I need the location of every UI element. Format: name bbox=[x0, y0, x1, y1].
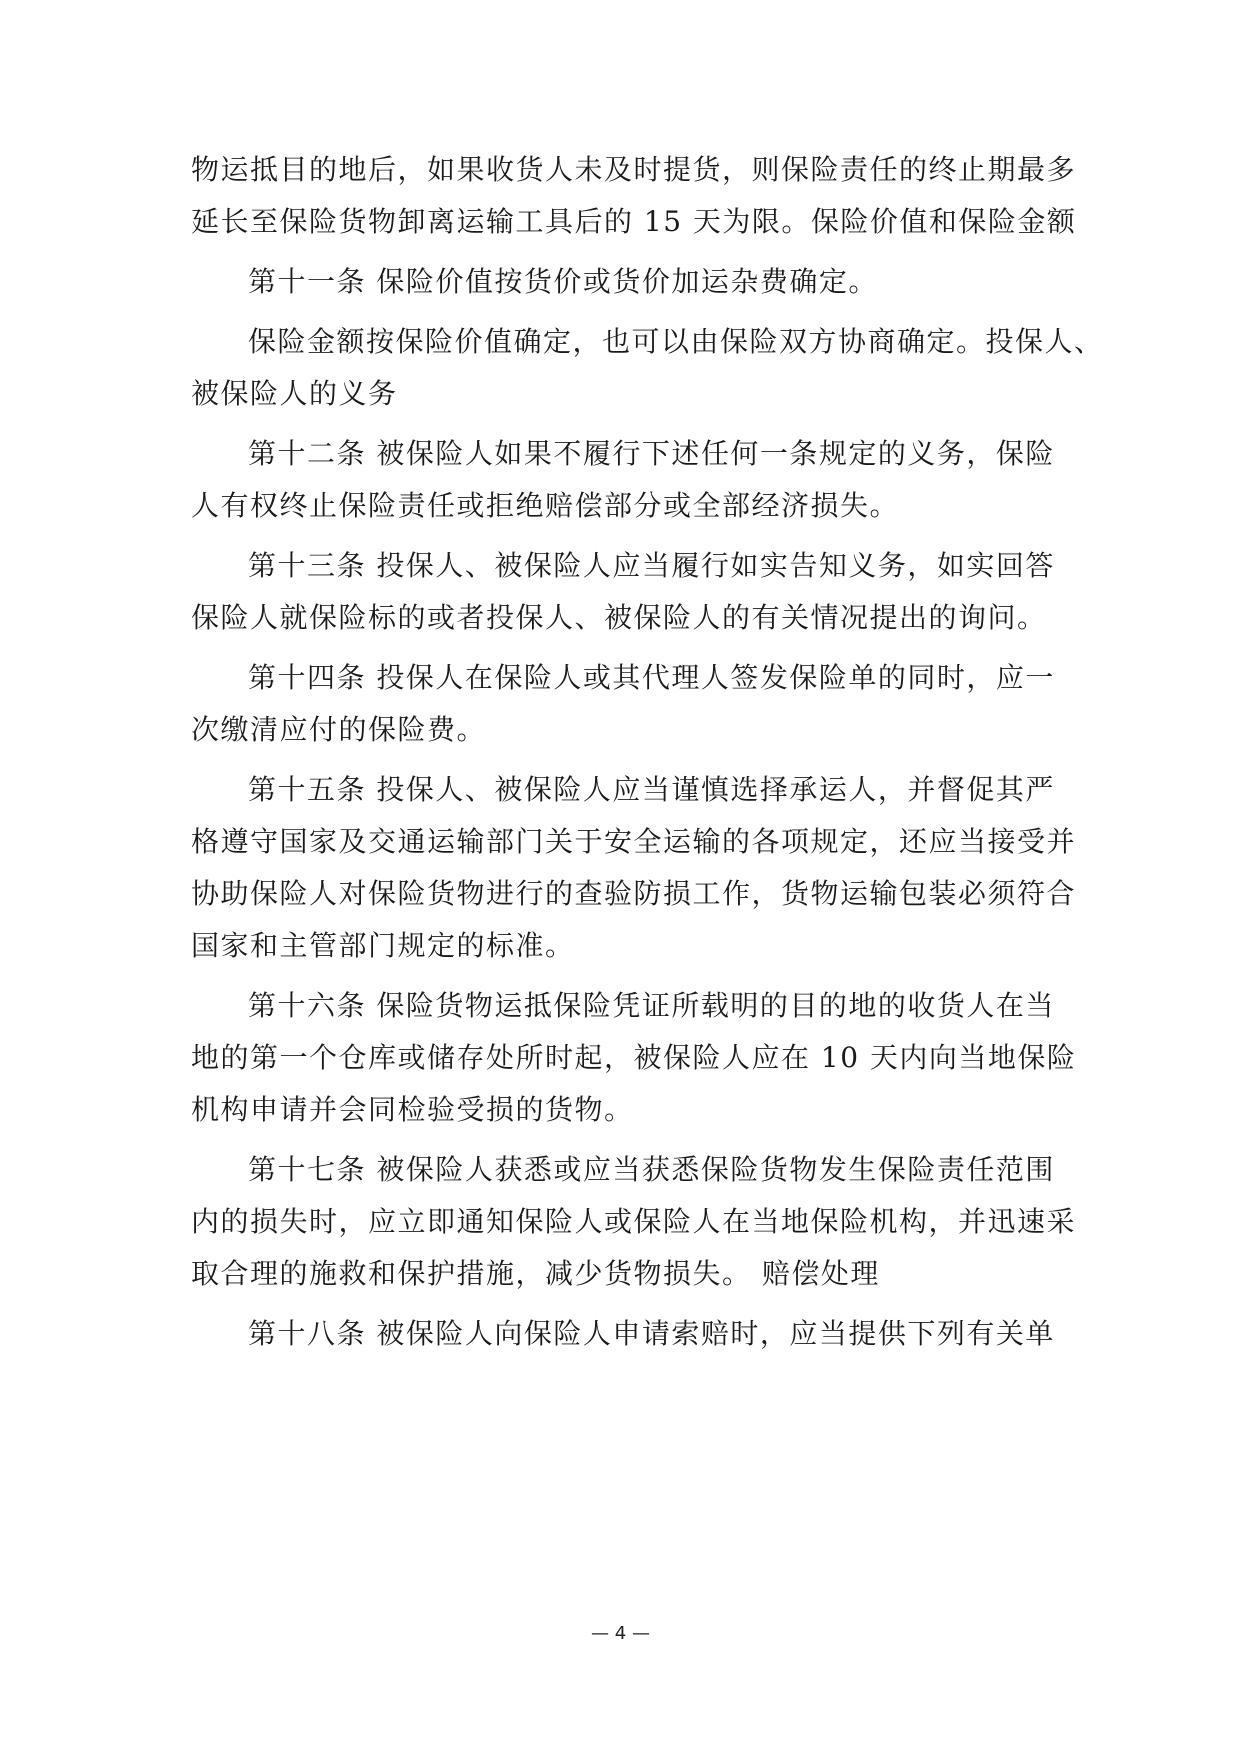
text-line: 延长至保险货物卸离运输工具后的 15 天为限。保险价值和保险金额 bbox=[191, 205, 1077, 238]
article-17-line: 第十七条 被保险人获悉或应当获悉保险货物发生保险责任范围 bbox=[248, 1153, 1055, 1186]
text-line: 保险金额按保险价值确定，也可以由保险双方协商确定。投保人、 bbox=[248, 325, 1104, 358]
text-line: 协助保险人对保险货物进行的查验防损工作，货物运输包装必须符合 bbox=[191, 877, 1077, 910]
text-line: 保险人就保险标的或者投保人、被保险人的有关情况提出的询问。 bbox=[191, 601, 1047, 634]
text-line: 国家和主管部门规定的标准。 bbox=[191, 929, 575, 962]
article-13-line: 第十三条 投保人、被保险人应当履行如实告知义务，如实回答 bbox=[248, 549, 1055, 582]
article-14-line: 第十四条 投保人在保险人或其代理人签发保险单的同时，应一 bbox=[248, 661, 1055, 694]
article-16-line: 第十六条 保险货物运抵保险凭证所载明的目的地的收货人在当 bbox=[248, 989, 1055, 1022]
text-line: 格遵守国家及交通运输部门关于安全运输的各项规定，还应当接受并 bbox=[191, 825, 1077, 858]
text-line: 机构申请并会同检验受损的货物。 bbox=[191, 1093, 634, 1126]
article-18-line: 第十八条 被保险人向保险人申请索赔时，应当提供下列有关单 bbox=[248, 1317, 1055, 1350]
article-12-line: 第十二条 被保险人如果不履行下述任何一条规定的义务，保险 bbox=[248, 437, 1055, 470]
text-line: 次缴清应付的保险费。 bbox=[191, 713, 487, 746]
text-line: 人有权终止保险责任或拒绝赔偿部分或全部经济损失。 bbox=[191, 489, 900, 522]
article-11-line: 第十一条 保险价值按货价或货价加运杂费确定。 bbox=[248, 265, 878, 298]
article-15-line: 第十五条 投保人、被保险人应当谨慎选择承运人，并督促其严 bbox=[248, 773, 1055, 806]
text-line: 取合理的施救和保护措施，减少货物损失。 赔偿处理 bbox=[191, 1257, 880, 1290]
section-heading-obligations: 被保险人的义务 bbox=[191, 377, 398, 410]
text-line: 物运抵目的地后，如果收货人未及时提货，则保险责任的终止期最多 bbox=[191, 153, 1077, 186]
text-line: 地的第一个仓库或储存处所时起，被保险人应在 10 天内向当地保险 bbox=[191, 1041, 1077, 1074]
page-number: — 4 — bbox=[591, 1623, 650, 1644]
text-line: 内的损失时，应立即通知保险人或保险人在当地保险机构，并迅速采 bbox=[191, 1205, 1077, 1238]
